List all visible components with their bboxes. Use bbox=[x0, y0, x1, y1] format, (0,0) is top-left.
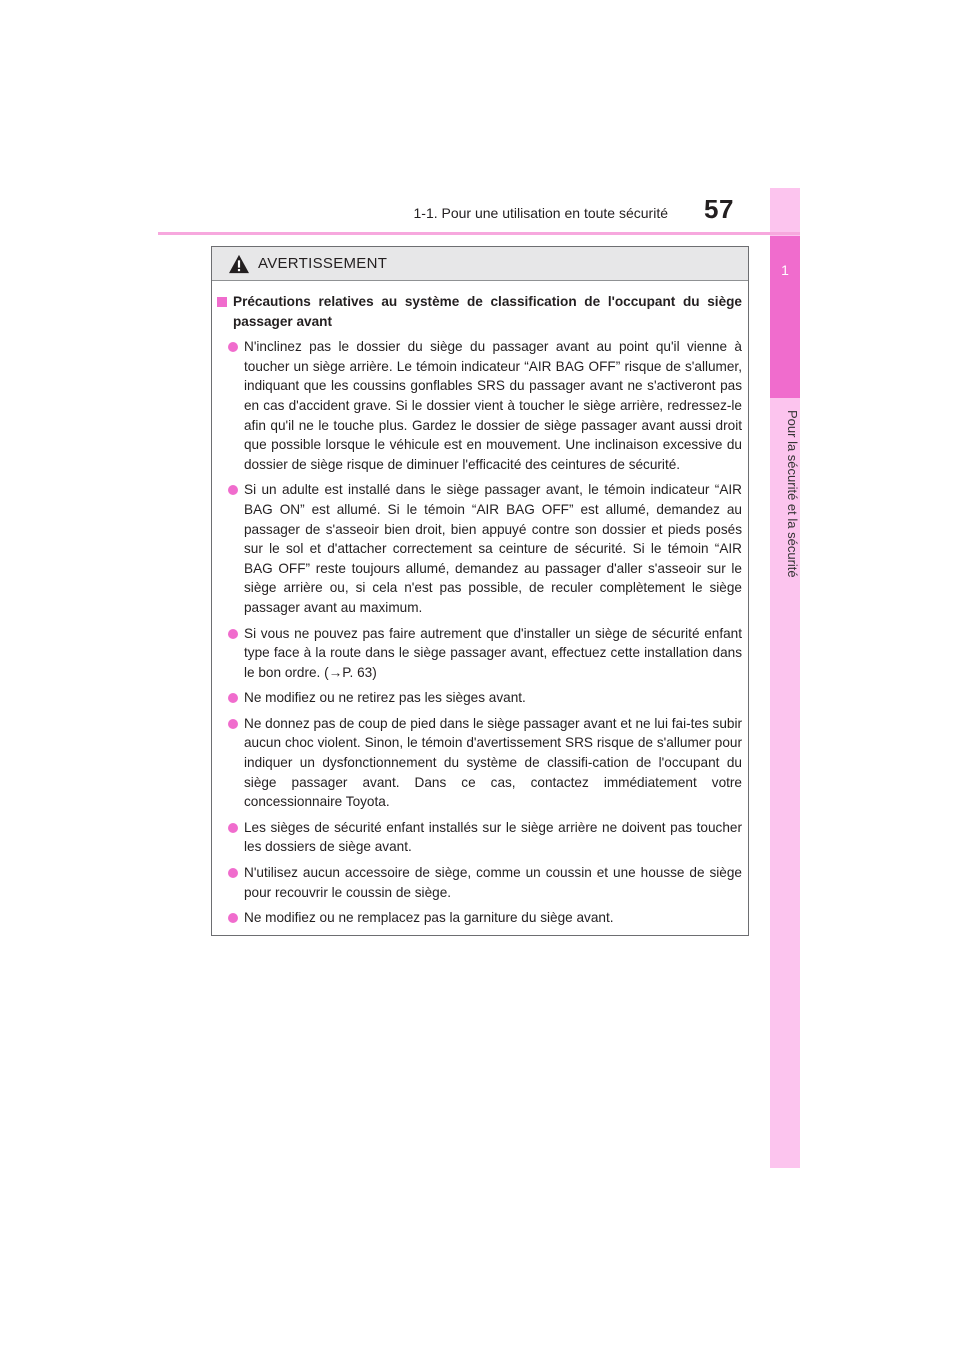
chapter-number: 1 bbox=[781, 262, 789, 278]
warning-bullet bbox=[217, 908, 742, 928]
page-number: 57 bbox=[704, 194, 734, 224]
round-bullet-icon bbox=[228, 693, 238, 703]
round-bullet-icon bbox=[228, 485, 238, 495]
warning-bullet bbox=[217, 818, 742, 857]
warning-bullet bbox=[217, 714, 742, 812]
square-bullet-icon bbox=[217, 297, 227, 307]
header-divider bbox=[158, 232, 800, 235]
warning-body bbox=[212, 281, 748, 928]
round-bullet-icon bbox=[228, 823, 238, 833]
warning-bullet bbox=[217, 624, 742, 683]
bullet-text: Ne modifiez ou ne retirez pas les sièges avant. bbox=[244, 690, 526, 706]
warning-section-title bbox=[217, 292, 742, 331]
round-bullet-icon bbox=[228, 342, 238, 352]
warning-bullet bbox=[217, 480, 742, 617]
bullet-text: Ne modifiez ou ne remplacez pas la garniture du siège avant. bbox=[244, 910, 614, 926]
chapter-title: Pour la sécurité et la sécurité bbox=[785, 410, 800, 578]
bullet-text: Si un adulte est installé dans le siège passager avant, le témoin indicateur “AIR BAG ON” est allumé. Si le témoin “AIR BAG OFF” est allumé, demandez au passager de s'asseoir bien droit, bien appuyé contre son dossier et pieds posés sur le sol et d'attacher correctement sa ceinture de sécurité. Si le témoin “AIR BAG OFF” reste toujours allumé, demandez au passager d'aller s'asseoir sur le siège arrière ou, si cela n'est pas possible, de reculer complètement le siège passager avant au maximum. bbox=[244, 482, 742, 615]
round-bullet-icon bbox=[228, 719, 238, 729]
warning-header bbox=[212, 247, 748, 281]
warning-box bbox=[211, 246, 749, 936]
chapter-tab-active-marker[interactable] bbox=[770, 236, 800, 398]
bullet-text: Ne donnez pas de coup de pied dans le siège passager avant et ne lui fai-tes subir aucun choc violent. Sinon, le témoin d'avertissement SRS risque de s'allumer pour indiquer un dysfonctionnement du système de classifi-cation de l'occupant du siège passager avant. Dans ce cas, contactez immédiatement votre concessionnaire Toyota. bbox=[244, 715, 743, 810]
section-header-title: 1-1. Pour une utilisation en toute sécurité bbox=[413, 205, 668, 221]
bullet-text: N'utilisez aucun accessoire de siège, comme un coussin et une housse de siège pour recouvrir le coussin de siège. bbox=[244, 865, 742, 900]
round-bullet-icon bbox=[228, 868, 238, 878]
round-bullet-icon bbox=[228, 913, 238, 923]
bullet-text: N'inclinez pas le dossier du siège du passager avant au point qu'il vienne à toucher un siège arrière. Le témoin indicateur “AIR BAG OFF” risque de s'allumer, indiquant que les coussins gonflables SRS du passager avant ne s'activeront pas en cas d'accident grave. Si le dossier vient à toucher le siège arrière, redressez-le afin qu'il ne le touche plus. Gardez le dossier de siège passager avant aussi droit que possible lorsque le véhicule est en mouvement. Une inclinaison excessive du dossier de siège risque de diminuer l'efficacité des ceintures de sécurité. bbox=[244, 339, 742, 472]
warning-label: AVERTISSEMENT bbox=[258, 255, 388, 272]
section-title-text: Précautions relatives au système de classification de l'occupant du siège passager avant bbox=[233, 294, 742, 329]
bullet-text: Les sièges de sécurité enfant installés sur le siège arrière ne doivent pas toucher les dossiers de siège avant. bbox=[244, 819, 742, 855]
round-bullet-icon bbox=[228, 629, 238, 639]
warning-bullet bbox=[217, 863, 742, 902]
warning-bullet bbox=[217, 688, 742, 708]
warning-bullet bbox=[217, 337, 742, 474]
warning-triangle-icon bbox=[228, 254, 250, 274]
bullet-text: Si vous ne pouvez pas faire autrement que d'installer un siège de sécurité enfant type face à la route dans le siège passager avant, effectuez cette installation dans le bon ordre. (→P. 63) bbox=[244, 625, 742, 680]
